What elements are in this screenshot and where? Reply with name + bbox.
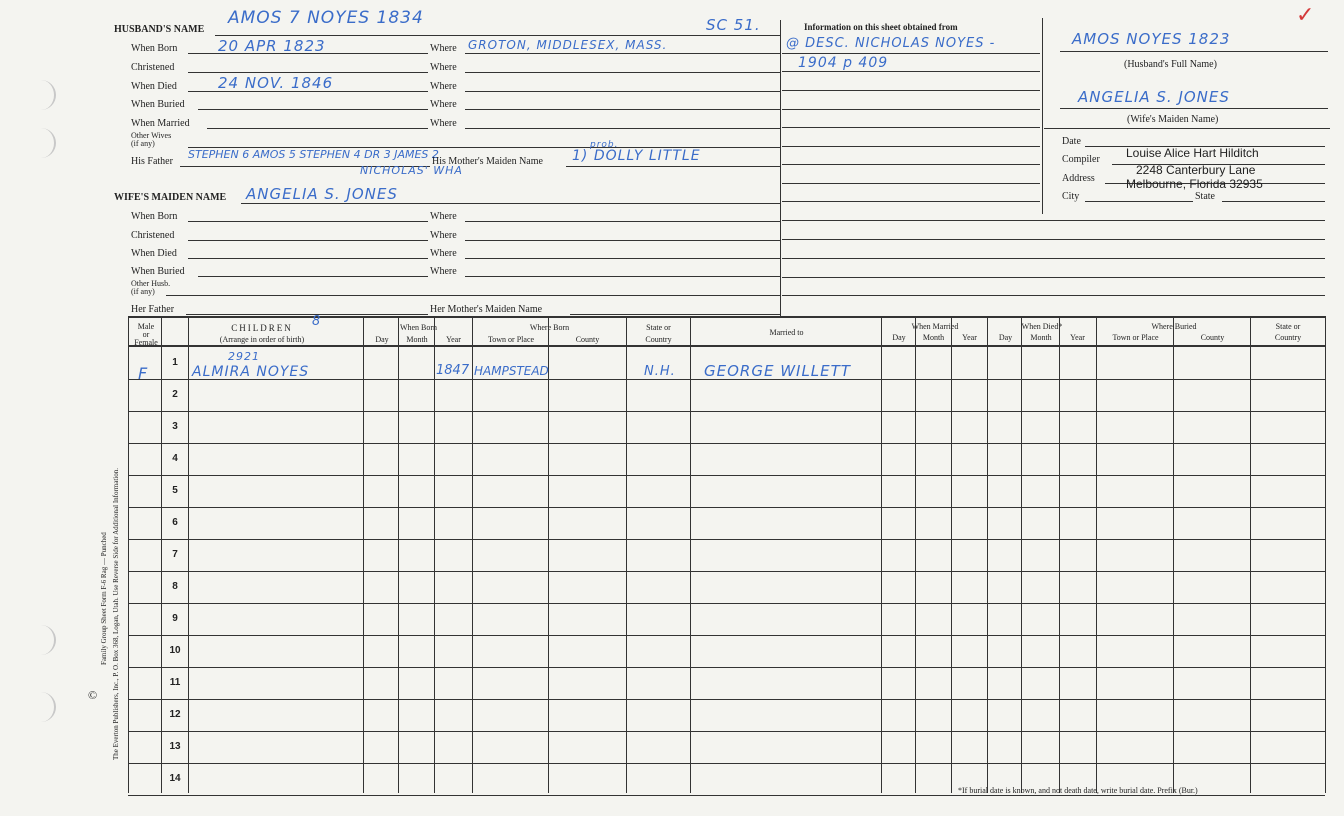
row-number: 12 (169, 709, 181, 720)
hdr-male: Male (137, 322, 155, 331)
where-label: Where (430, 230, 457, 241)
hdr-year: Year (1070, 333, 1085, 342)
where-label: Where (430, 62, 457, 73)
hdr-town-or-place: Town or Place (487, 335, 535, 344)
grid-row-line (128, 731, 1325, 732)
hdr-day: Day (375, 335, 389, 344)
where-label: Where (430, 99, 457, 110)
side-text-publisher: The Everton Publishers, Inc., P. O. Box 368, Logan, Utah. Use Reverse Side for Additional Information. (112, 467, 120, 760)
when-buried-label: When Buried (131, 99, 185, 110)
where-label: Where (430, 43, 457, 54)
hdr-where-buried: Where Buried (1151, 322, 1197, 331)
when-married-label: When Married (131, 118, 190, 129)
child-birth-state[interactable]: N.H. (644, 364, 676, 379)
grid-column-line (548, 316, 549, 793)
his-father-line2: NICHOLAS' WHA (360, 164, 463, 177)
binder-hole (40, 625, 56, 655)
hdr-children: CHILDREN (231, 323, 293, 333)
source-line (782, 53, 1040, 54)
grid-column-line (363, 316, 364, 793)
husband-born-date[interactable]: 20 APR 1823 (218, 37, 326, 55)
when-born-label: When Born (131, 43, 178, 54)
when-died-label: When Died (131, 248, 177, 259)
hdr-month: Month (1030, 333, 1052, 342)
info-source-header: Information on this sheet obtained from (804, 22, 958, 32)
when-born-label: When Born (131, 211, 178, 222)
source-line (782, 277, 1325, 278)
row-number: 7 (172, 549, 178, 560)
grid-column-line (128, 316, 129, 793)
grid-row-line (128, 411, 1325, 412)
child-name[interactable]: ALMIRA NOYES (192, 364, 310, 380)
grid-column-line (951, 316, 952, 793)
grid-column-line (398, 316, 399, 793)
row-number: 10 (169, 645, 181, 656)
city-label: City (1062, 191, 1080, 202)
christened-label: Christened (131, 62, 175, 73)
source-line (782, 220, 1325, 221)
husband-name-value[interactable]: AMOS 7 NOYES 1834 (228, 8, 424, 28)
husband-died-date[interactable]: 24 NOV. 1846 (218, 74, 334, 92)
grid-column-line (1096, 316, 1097, 793)
source-line (782, 239, 1325, 240)
child-birth-year[interactable]: 1847 (436, 363, 470, 378)
source-line (782, 146, 1040, 147)
grid-column-line (881, 316, 882, 793)
row-number: 3 (172, 421, 178, 432)
when-died-label: When Died (131, 81, 177, 92)
source-line (782, 164, 1040, 165)
date-label: Date (1062, 136, 1081, 147)
source-line (782, 127, 1040, 128)
hdr-town-or-place: Town or Place (1112, 333, 1159, 342)
wife-maiden-name-value[interactable]: ANGELIA S. JONES (1078, 88, 1230, 106)
grid-row-line (128, 635, 1325, 636)
husbands-name-label: HUSBAND'S NAME (114, 24, 205, 35)
row-number: 9 (172, 613, 178, 624)
source-line (782, 109, 1040, 110)
christened-label: Christened (131, 230, 175, 241)
source-line (782, 201, 1040, 202)
grid-row-line (128, 763, 1325, 764)
row-number: 14 (169, 773, 181, 784)
grid-row-line (128, 507, 1325, 508)
hdr-or: or (142, 330, 150, 339)
hdr-county: County (1200, 333, 1225, 342)
grid-column-line (1021, 316, 1022, 793)
child-sex[interactable]: F (138, 364, 149, 383)
other-husb-label: Other Husb. (131, 279, 171, 288)
state-label: State (1195, 191, 1215, 202)
hdr-state-or: State or (1275, 322, 1301, 331)
row-number: 8 (172, 581, 178, 592)
hdr-female: Female (134, 338, 158, 347)
hdr-country: Country (1274, 333, 1302, 342)
grid-column-line (915, 316, 916, 793)
grid-row-line (128, 795, 1325, 796)
hdr-when-born: When Born (399, 323, 438, 332)
row-number: 6 (172, 517, 178, 528)
sc-reference: SC 51. (706, 16, 761, 34)
source-line (782, 295, 1325, 296)
his-father-label: His Father (131, 156, 173, 167)
grid-column-line (1059, 316, 1060, 793)
source-line (782, 258, 1325, 259)
his-father-value[interactable]: STEPHEN 6 AMOS 5 STEPHEN 4 DR 3 JAMES 2 (188, 148, 439, 161)
wife-name-value[interactable]: ANGELIA S. JONES (246, 185, 398, 203)
grid-row-line (128, 699, 1325, 700)
source-line-1[interactable]: @ DESC. NICHOLAS NOYES - (786, 36, 996, 51)
children-count: 8 (312, 314, 322, 329)
hdr-month: Month (406, 335, 428, 344)
grid-row-line (128, 571, 1325, 572)
his-mother-value[interactable]: 1) DOLLY LITTLE (572, 148, 701, 164)
check-mark: ✓ (1296, 2, 1315, 27)
grid-column-line (1173, 316, 1174, 793)
hdr-day: Day (892, 333, 906, 342)
where-label: Where (430, 211, 457, 222)
hdr-children-sub: (Arrange in order of birth) (219, 335, 305, 344)
where-label: Where (430, 248, 457, 259)
grid-column-line (690, 316, 691, 793)
source-line (782, 183, 1040, 184)
her-father-label: Her Father (131, 304, 175, 315)
grid-row-line (128, 667, 1325, 668)
binder-hole (40, 692, 56, 722)
source-line-2[interactable]: 1904 p 409 (798, 55, 889, 71)
grid-row-line (128, 475, 1325, 476)
hdr-when-married: When Married (911, 322, 959, 331)
child-id: 2921 (228, 350, 260, 363)
grid-column-line (987, 316, 988, 793)
her-mother-label: Her Mother's Maiden Name (430, 304, 543, 315)
other-wives-ifany: (if any) (131, 139, 155, 148)
grid-column-line (434, 316, 435, 793)
his-mother-prob: prob. (590, 140, 619, 150)
footnote: *If burial date is known, and not death date, write burial date. Prefix (Bur.) (958, 786, 1198, 795)
hdr-when-died: When Died* (1021, 322, 1063, 331)
hdr-state-or: State or (646, 323, 671, 332)
wifes-maiden-name-label: WIFE'S MAIDEN NAME (114, 192, 227, 203)
grid-row-line (128, 443, 1325, 444)
copyright-mark: © (88, 688, 98, 702)
row-number: 11 (169, 677, 181, 688)
binder-hole (40, 128, 56, 158)
child-birth-town[interactable]: HAMPSTEAD (474, 364, 549, 378)
husband-full-name-value[interactable]: AMOS NOYES 1823 (1072, 30, 1231, 48)
child-married-to[interactable]: GEORGE WILLETT (704, 362, 851, 380)
hdr-day: Day (998, 333, 1013, 342)
binder-hole (40, 80, 56, 110)
other-husb-ifany: (if any) (131, 287, 155, 296)
row-number: 1 (172, 357, 178, 368)
wifes-maiden-name-caption: (Wife's Maiden Name) (1127, 114, 1219, 125)
hdr-year: Year (446, 335, 461, 344)
where-label: Where (430, 266, 457, 277)
where-label: Where (430, 118, 457, 129)
row-number: 4 (172, 453, 178, 464)
compiler-name[interactable]: Louise Alice Hart Hilditch (1126, 146, 1259, 160)
where-label: Where (430, 81, 457, 92)
hdr-month: Month (922, 333, 945, 342)
husband-born-where[interactable]: GROTON, MIDDLESEX, MASS. (468, 38, 668, 52)
hdr-where-born: Where Born (529, 323, 570, 332)
grid-column-line (472, 316, 473, 793)
compiler-street[interactable]: 2248 Canterbury Lane (1136, 163, 1256, 177)
compiler-label: Compiler (1062, 154, 1100, 165)
grid-column-line (1250, 316, 1251, 793)
side-text-form: Family Group Sheet Form F-6 Rag — Punched (100, 532, 108, 665)
hdr-married-to: Married to (769, 328, 804, 337)
grid-column-line (188, 316, 189, 793)
husbands-full-name-caption: (Husband's Full Name) (1124, 59, 1217, 70)
grid-row-line (128, 603, 1325, 604)
row-number: 2 (172, 389, 178, 400)
other-wives-label: Other Wives (131, 131, 172, 140)
row-number: 13 (169, 741, 181, 752)
source-line (782, 71, 1040, 72)
compiler-city[interactable]: Melbourne, Florida 32935 (1126, 177, 1263, 191)
hdr-country: Country (645, 335, 672, 344)
address-label: Address (1062, 173, 1095, 184)
grid-column-line (626, 316, 627, 793)
grid-row-line (128, 539, 1325, 540)
grid-column-line (1325, 316, 1326, 793)
row-number: 5 (172, 485, 178, 496)
source-line (782, 90, 1040, 91)
hdr-county: County (575, 335, 600, 344)
hdr-year: Year (962, 333, 977, 342)
when-buried-label: When Buried (131, 266, 185, 277)
his-mother-label: His Mother's Maiden Name (432, 156, 543, 167)
